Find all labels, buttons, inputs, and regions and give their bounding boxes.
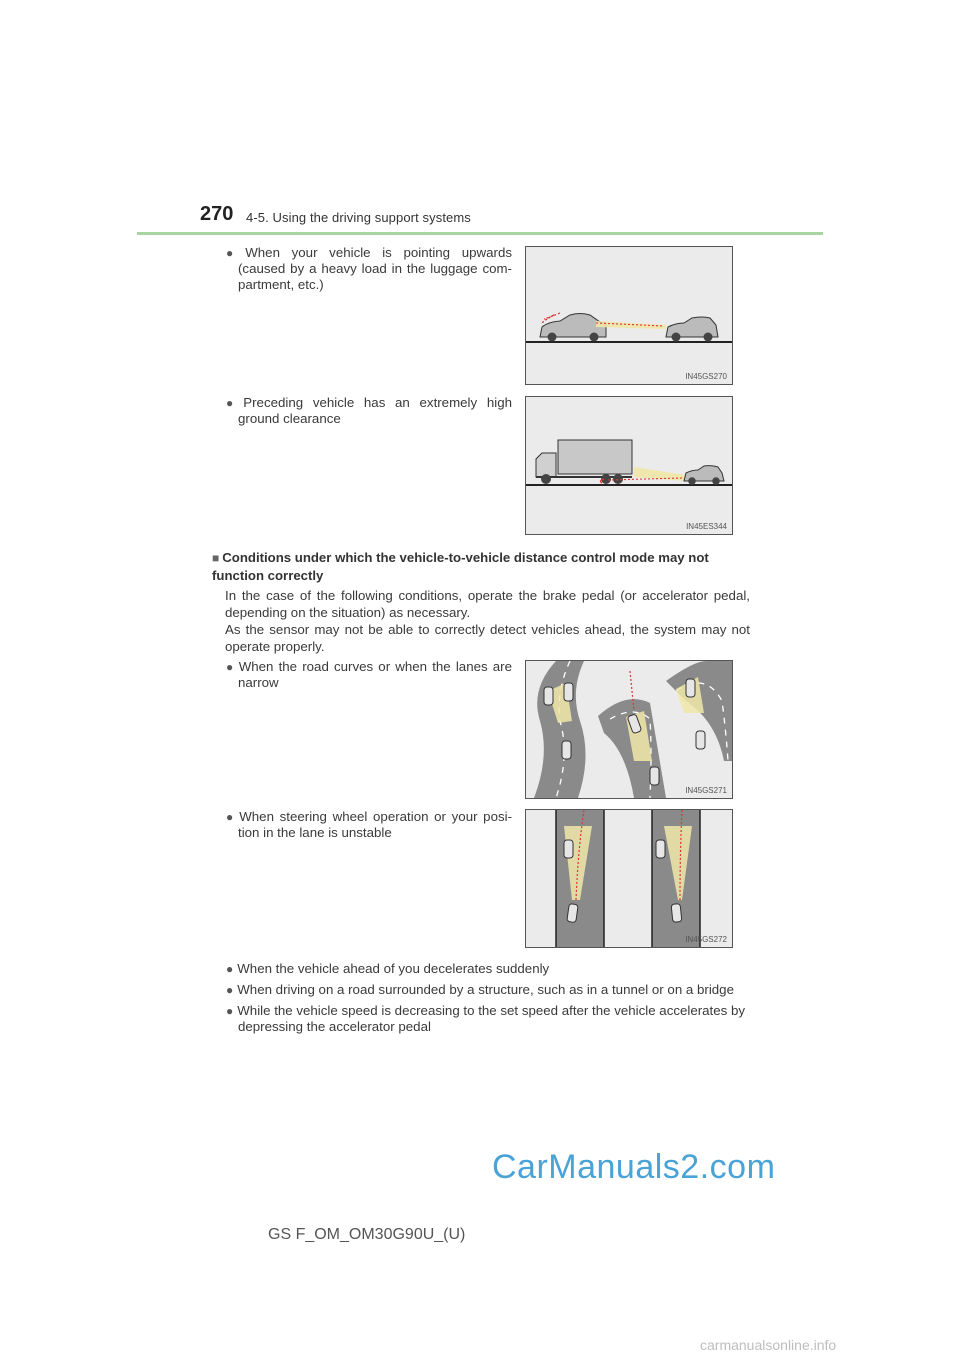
figure-unstable-steering <box>525 809 733 948</box>
page-number: 270 <box>200 203 234 225</box>
lane-position-illustration <box>526 810 732 947</box>
list-item: ● When driving on a road surrounded by a structure, such as in a tunnel or on a bridge <box>226 982 734 997</box>
curved-road-illustration <box>526 661 732 798</box>
figure-code: IN45ES344 <box>686 522 727 531</box>
bullet-icon: ● <box>226 962 234 976</box>
figure-code: IN45GS271 <box>685 786 727 795</box>
bullet-item-road-curves: ● When the road curves or when the lanes are narrow <box>226 659 512 690</box>
bullet-icon: ● <box>226 396 240 410</box>
figure-vehicle-pointing-upwards <box>525 246 733 385</box>
conditions-paragraph: In the case of the following conditions, operate the brake pedal (or accelerator pedal, depending on the situation) as necessary. As the sensor may not be able to correctly detect vehicles ahead, the system may not operate properly. <box>225 588 750 654</box>
conditions-heading: ■ Conditions under which the vehicle-to-vehicle distance control mode may not function correctly <box>212 550 709 583</box>
list-item: ● When the vehicle ahead of you decelerates suddenly <box>226 961 550 976</box>
figure-code: IN45GS270 <box>685 372 727 381</box>
figure-code: IN45GS272 <box>685 935 727 944</box>
bullet-icon: ● <box>226 810 236 824</box>
bullet-icon: ● <box>226 1004 234 1018</box>
list-item: ● While the vehicle speed is decreasing to the set speed after the vehicle accelerates by depressing the accelerator pedal <box>226 1003 746 1034</box>
bullet-icon: ● <box>226 246 242 260</box>
bullet-icon: ● <box>226 660 235 674</box>
figure-high-ground-clearance <box>525 396 733 535</box>
footer-document-code: GS F_OM_OM30G90U_(U) <box>268 1226 466 1243</box>
square-bullet-icon: ■ <box>212 551 220 565</box>
truck-high-clearance-illustration <box>526 397 732 534</box>
bullet-icon: ● <box>226 983 234 997</box>
bullet-item-high-ground-clearance: ● Preceding vehicle has an extremely high ground clearance <box>226 395 512 426</box>
watermark-link[interactable]: CarManuals2.com <box>492 1148 776 1186</box>
vehicle-pointing-upwards-illustration <box>526 247 732 384</box>
bullet-item-unstable-steering: ● When steering wheel operation or your posi-tion in the lane is unstable <box>226 809 513 840</box>
figure-road-curves <box>525 660 733 799</box>
section-title: 4-5. Using the driving support systems <box>246 210 471 225</box>
bullet-item-pointing-upwards: ● When your vehicle is pointing upwards (caused by a heavy load in the luggage com-partment, etc.) <box>226 245 513 292</box>
watermark-secondary: carmanualsonline.info <box>700 1337 837 1353</box>
header-rule <box>137 232 823 235</box>
